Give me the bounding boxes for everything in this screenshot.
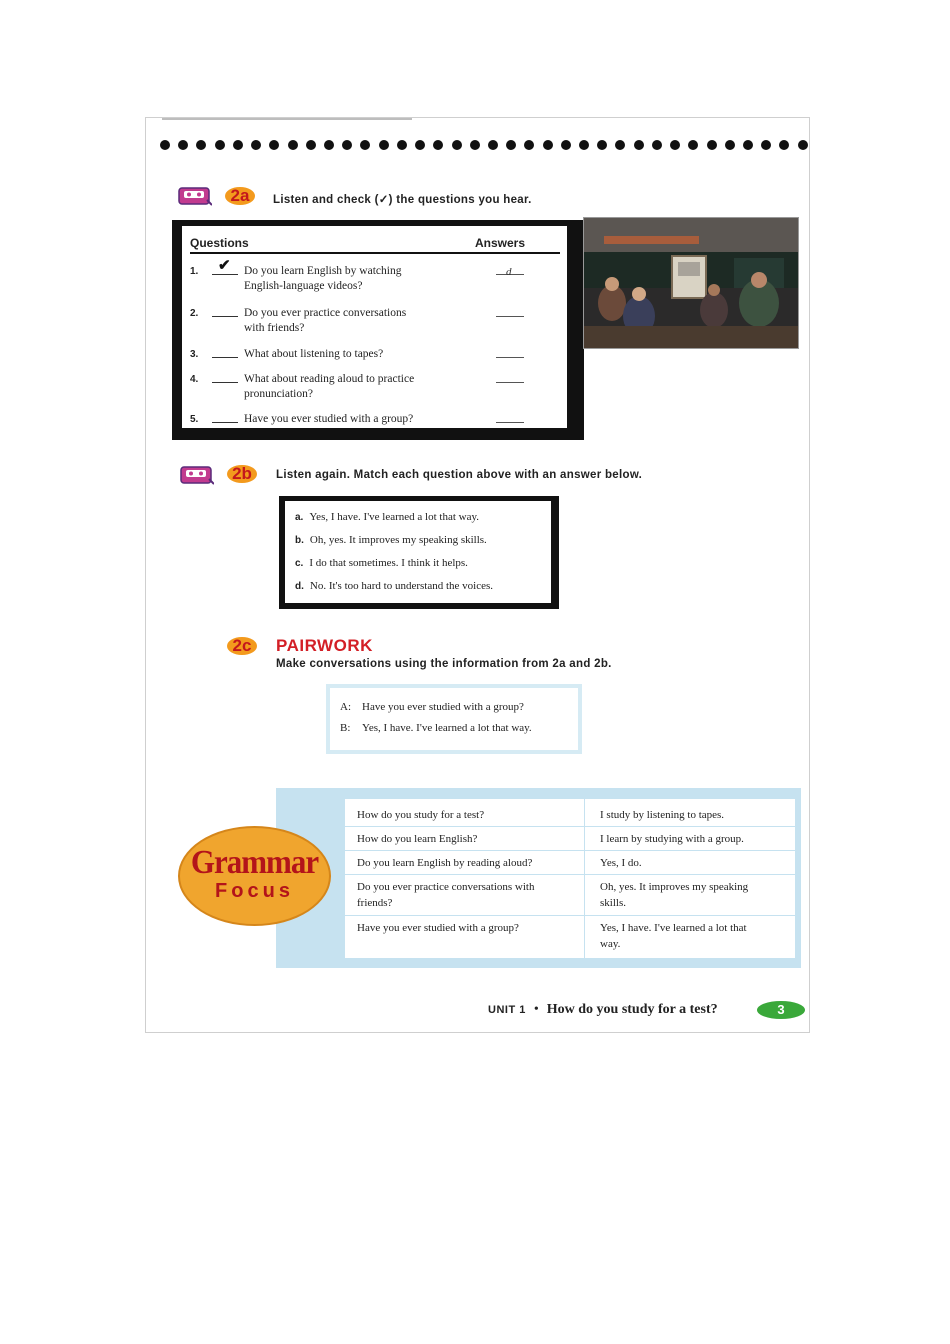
- questions-box: [172, 220, 584, 440]
- footer-bullet: •: [533, 1002, 539, 1017]
- question-number: 1.: [190, 266, 199, 277]
- grammar-answer: [600, 855, 790, 871]
- divider-dot: [233, 140, 243, 150]
- question-line-2: English-language videos?: [244, 280, 363, 292]
- grammar-question: [357, 855, 581, 871]
- answer-letter: d.: [295, 581, 304, 592]
- cassette-icon: [180, 465, 214, 485]
- row-divider: [345, 874, 795, 875]
- instruction-2a: Listen and check (✓) the questions you hear.: [273, 194, 532, 206]
- divider-dot: [288, 140, 298, 150]
- grammar-answer-line-1: I study by listening to tapes.: [600, 809, 725, 821]
- check-blank[interactable]: [212, 274, 238, 275]
- answers-column-header: Answers: [475, 236, 526, 250]
- top-rule: [162, 118, 412, 120]
- grammar-question-line-1: How do you learn English?: [357, 833, 478, 845]
- divider-dot: [452, 140, 462, 150]
- divider-dot: [196, 140, 206, 150]
- divider-dot: [743, 140, 753, 150]
- divider-dot: [160, 140, 170, 150]
- question-text: [244, 347, 454, 362]
- question-text: [244, 264, 454, 294]
- grammar-question: [357, 831, 581, 847]
- grammar-answer-line-1: Yes, I have. I've learned a lot that: [600, 922, 747, 934]
- divider-dot: [379, 140, 389, 150]
- questions-column-header: Questions: [190, 236, 249, 250]
- checkmark-icon: ✔: [218, 258, 231, 274]
- divider-dot: [561, 140, 571, 150]
- grammar-focus-table: [345, 799, 795, 958]
- grammar-focus-badge: [178, 826, 331, 926]
- grammar-question: [357, 879, 581, 911]
- grammar-answer: [600, 879, 790, 911]
- grammar-question-line-1: Do you ever practice conversations with: [357, 881, 535, 893]
- grammar-answer-line-1: Oh, yes. It improves my speaking: [600, 881, 749, 893]
- divider-dot: [579, 140, 589, 150]
- divider-dot: [761, 140, 771, 150]
- pairwork-title: PAIRWORK: [276, 636, 373, 655]
- activity-badge-2c: 2c: [227, 637, 257, 655]
- divider-dot: [251, 140, 261, 150]
- answer-value: d: [506, 266, 512, 278]
- divider-dot: [707, 140, 717, 150]
- dialogue-line: [340, 701, 524, 713]
- question-number: 2.: [190, 308, 199, 319]
- speaker-label: B:: [340, 722, 351, 734]
- question-line-2: with friends?: [244, 322, 305, 334]
- focus-label: Focus: [215, 880, 294, 902]
- answer-option: [295, 511, 479, 523]
- dialogue-text: Have you ever studied with a group?: [362, 701, 524, 713]
- column-divider: [584, 799, 585, 958]
- question-line-2: pronunciation?: [244, 388, 313, 400]
- answer-option: [295, 557, 468, 569]
- grammar-answer-line-2: skills.: [600, 897, 626, 909]
- answer-letter: a.: [295, 512, 304, 523]
- answer-letter: b.: [295, 535, 304, 546]
- divider-dot: [725, 140, 735, 150]
- grammar-answer-line-1: Yes, I do.: [600, 857, 642, 869]
- check-blank[interactable]: [212, 357, 238, 358]
- grammar-answer: [600, 807, 790, 823]
- page-number: 3: [757, 1001, 805, 1019]
- question-text: [244, 372, 454, 402]
- answer-blank[interactable]: [496, 382, 524, 383]
- divider-dot: [615, 140, 625, 150]
- question-line-1: What about listening to tapes?: [244, 348, 384, 360]
- grammar-question-line-1: How do you study for a test?: [357, 809, 485, 821]
- divider-dot: [634, 140, 644, 150]
- check-blank[interactable]: [212, 422, 238, 423]
- divider-dot: [215, 140, 225, 150]
- question-number: 4.: [190, 374, 199, 385]
- grammar-label: Grammar: [190, 842, 319, 881]
- divider-dot: [415, 140, 425, 150]
- divider-dot: [524, 140, 534, 150]
- answer-blank[interactable]: [496, 357, 524, 358]
- instruction-2b: Listen again. Match each question above with an answer below.: [276, 469, 643, 481]
- answer-letter: c.: [295, 558, 304, 569]
- unit-title: How do you study for a test?: [546, 1002, 718, 1017]
- grammar-question: [357, 807, 581, 823]
- divider-dot: [779, 140, 789, 150]
- divider-dot: [652, 140, 662, 150]
- instruction-2c: Make conversations using the information from 2a and 2b.: [276, 658, 612, 670]
- divider-dot: [342, 140, 352, 150]
- answer-text: Yes, I have. I've learned a lot that way.: [309, 511, 480, 523]
- answer-blank[interactable]: [496, 316, 524, 317]
- question-text: [244, 412, 454, 427]
- row-divider: [345, 915, 795, 916]
- question-number: 5.: [190, 414, 199, 425]
- conversation-box: [326, 684, 582, 754]
- dotted-divider: [160, 140, 808, 154]
- check-blank[interactable]: [212, 382, 238, 383]
- classroom-photo: [583, 217, 799, 349]
- divider-dot: [506, 140, 516, 150]
- divider-dot: [470, 140, 480, 150]
- dialogue-text: Yes, I have. I've learned a lot that way.: [362, 722, 532, 734]
- question-line-1: Do you ever practice conversations: [244, 307, 407, 319]
- activity-badge-2a: 2a: [225, 187, 255, 205]
- divider-dot: [360, 140, 370, 150]
- divider-dot: [397, 140, 407, 150]
- question-number: 3.: [190, 349, 199, 360]
- answer-text: Oh, yes. It improves my speaking skills.: [309, 534, 487, 546]
- divider-dot: [488, 140, 498, 150]
- divider-dot: [670, 140, 680, 150]
- divider-dot: [433, 140, 443, 150]
- grammar-answer-line-1: I learn by studying with a group.: [600, 833, 744, 845]
- question-text: [244, 306, 454, 336]
- divider-dot: [324, 140, 334, 150]
- cassette-icon: [178, 186, 212, 206]
- answer-text: I do that sometimes. I think it helps.: [309, 557, 468, 569]
- questions-header: [190, 232, 560, 254]
- divider-dot: [178, 140, 188, 150]
- answer-blank[interactable]: [496, 422, 524, 423]
- check-blank[interactable]: [212, 316, 238, 317]
- divider-dot: [798, 140, 808, 150]
- grammar-question-line-1: Have you ever studied with a group?: [357, 922, 519, 934]
- answers-box: [279, 496, 559, 609]
- activity-badge-2b: 2b: [227, 465, 257, 483]
- divider-dot: [597, 140, 607, 150]
- answer-option: [295, 534, 487, 546]
- row-divider: [345, 850, 795, 851]
- page-footer: [488, 1002, 718, 1018]
- grammar-question-line-1: Do you learn English by reading aloud?: [357, 857, 533, 869]
- grammar-question: [357, 920, 581, 936]
- grammar-question-line-2: friends?: [357, 897, 393, 909]
- divider-dot: [688, 140, 698, 150]
- divider-dot: [269, 140, 279, 150]
- row-divider: [345, 826, 795, 827]
- unit-label: UNIT 1: [488, 1004, 526, 1016]
- speaker-label: A:: [340, 701, 351, 713]
- answer-option: [295, 580, 493, 592]
- question-line-1: What about reading aloud to practice: [244, 373, 415, 385]
- question-line-1: Do you learn English by watching: [244, 265, 402, 277]
- dialogue-line: [340, 722, 532, 734]
- grammar-answer: [600, 920, 790, 952]
- grammar-answer: [600, 831, 790, 847]
- grammar-answer-line-2: way.: [600, 938, 621, 950]
- divider-dot: [306, 140, 316, 150]
- divider-dot: [543, 140, 553, 150]
- answer-text: No. It's too hard to understand the voices.: [309, 580, 494, 592]
- question-line-1: Have you ever studied with a group?: [244, 413, 414, 425]
